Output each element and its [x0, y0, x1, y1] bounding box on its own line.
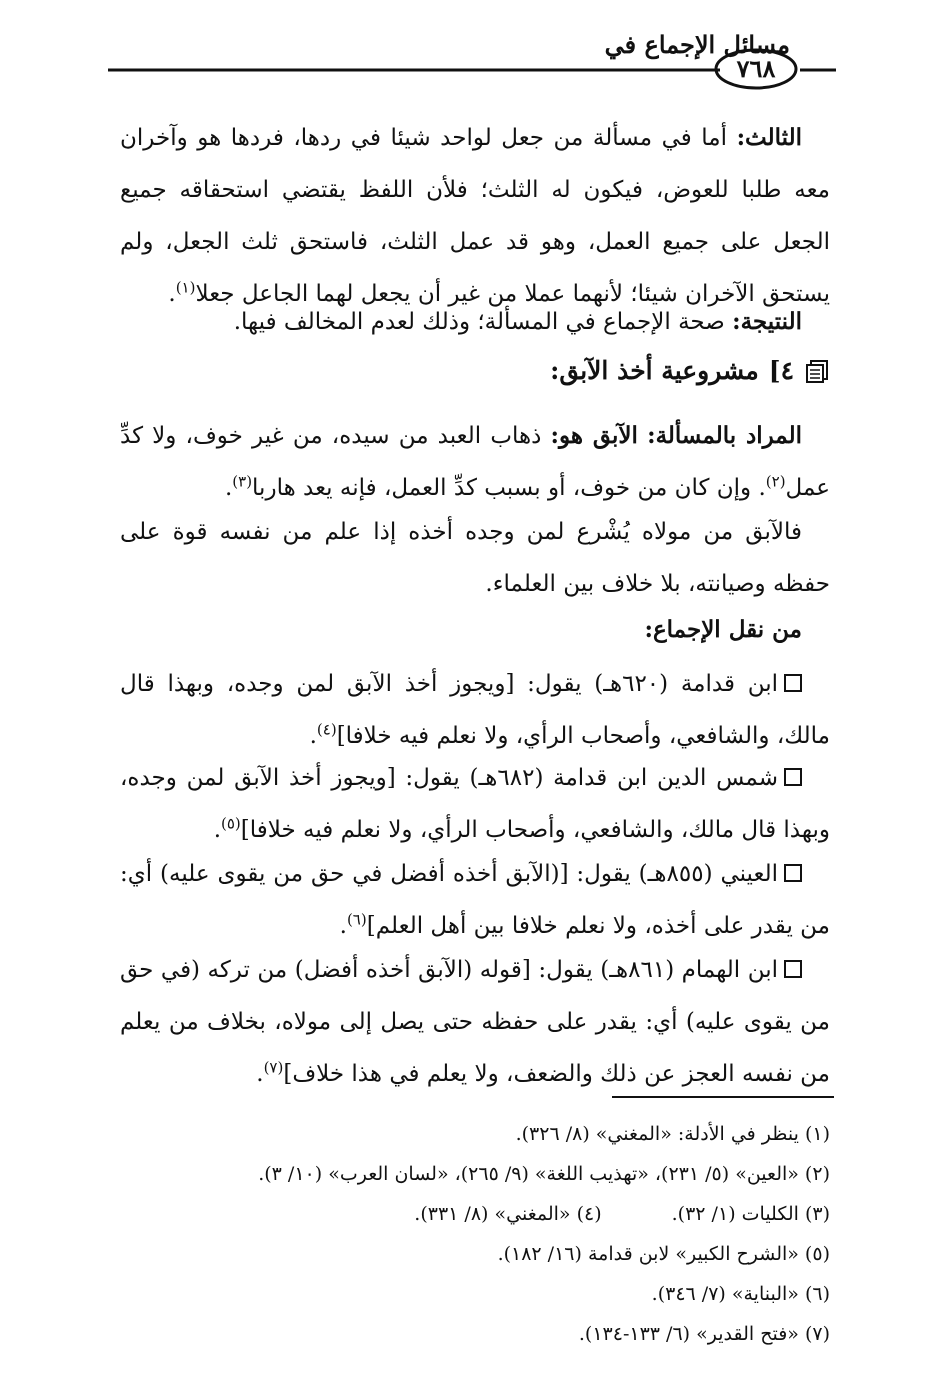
footnote-7: (٧) «فتح القدير» (٦/ ١٣٣-١٣٤). — [578, 1323, 830, 1345]
section-heading — [120, 356, 830, 385]
header-rule-graphic — [0, 0, 950, 110]
section-number: ٤] — [768, 356, 794, 385]
paragraph-ruling: فالآبق من مولاه يُشْرع لمن وجده أخذه إذا علم من نفسه قوة على حفظه وصيانته، بلا خلاف بين العلماء. — [120, 519, 830, 597]
checkbox-icon — [784, 864, 802, 882]
footnote-ref: (٣) — [232, 472, 253, 491]
consensus-quote-1: ابن قدامة (٦٢٠هـ) يقول: [ويجوز أخذ الآبق لمن وجده، وبهذا قال مالك، والشافعي، وأصحاب الرأي، ولا نعلم فيه خلافا]$^{(٤)}$. — [120, 671, 830, 749]
running-title: مسائل الإجماع في — [604, 30, 790, 59]
footnote-separator — [612, 1096, 834, 1098]
section-title: مشروعية أخذ الآبق: — [550, 356, 759, 385]
footnotes — [120, 1114, 830, 1354]
footnote-ref: (٤) — [316, 720, 337, 739]
definition-term: الآبق هو: — [550, 422, 638, 449]
consensus-quote-4: ابن الهمام (٨٦١هـ) يقول: [قوله (الآبق أخذه أفضل) من تركه (في حق من يقوى عليه) أي: يقدر على حفظه حتى يصل إلى مولاه، بخلاف من يعلم من نفسه العجز عن ذلك والضعف، ولا يعلم في هذا خلاف]$^{(٧)}$. — [120, 957, 830, 1087]
checkbox-icon — [784, 768, 802, 786]
footnote-2: (٢) «العين» (٥/ ٢٣١)، «تهذيب اللغة» (٩/ ٢٦٥)، «لسان العرب» (١٠/ ٣). — [258, 1163, 830, 1185]
definition-label: المراد بالمسألة: — [647, 422, 803, 449]
page-number: ٧٦٨ — [736, 54, 776, 83]
footnote-ref: (٢) — [765, 472, 786, 491]
footnote-3: (٣) الكليات (١/ ٣٢). — [671, 1203, 830, 1225]
paragraph-third-opinion: الثالث: أما في مسألة من جعل لواحد شيئا في ردها، فردها هو وآخران معه طلبا للعوض، فيكون له الثلث؛ فلأن اللفظ يقتضي استحقاقه جميع الجعل على جميع العمل، وهو قد عمل الثلث، فاستحق ثلث الجعل، ولم يستحق الآخران شيئا؛ لأنهما عملا من غير أن يجعل لهما الجاعل جعلا$^{(١)}$. — [120, 124, 830, 307]
paragraph-label: الثالث: — [736, 124, 802, 151]
footnote-ref: (٧) — [263, 1058, 284, 1077]
paragraph-label: النتيجة: — [732, 308, 802, 335]
paragraph-result — [120, 296, 830, 348]
footnote-6: (٦) «البناية» (٧/ ٣٤٦). — [651, 1283, 830, 1305]
consensus-heading: من نقل الإجماع: — [644, 616, 802, 643]
footnote-4: (٤) «المغني» (٨/ ٣٣١). — [414, 1203, 602, 1225]
paragraph-text: أما في مسألة من جعل لواحد شيئا في ردها، فردها هو وآخران معه طلبا للعوض، فيكون له الثلث؛ فلأن اللفظ يقتضي استحقاقه جميع الجعل على جميع العمل، وهو قد عمل الثلث، فاستحق ثلث الجعل، ولم يستحق الآخران شيئا؛ لأنهما عملا من غير أن يجعل لهما الجاعل جعلا — [120, 125, 830, 307]
footnote-1: (١) ينظر في الأدلة: «المغني» (٨/ ٣٢٦). — [515, 1123, 830, 1145]
checkbox-icon — [784, 674, 802, 692]
consensus-quote-2: شمس الدين ابن قدامة (٦٨٢هـ) يقول: [ويجوز أخذ الآبق لمن وجده، وبهذا قال مالك، والشافعي، وأصحاب الرأي، ولا نعلم فيه خلافا]$^{(٥)}$. — [120, 765, 830, 843]
footnote-ref: (١) — [175, 278, 196, 297]
paragraph-definition: المراد بالمسألة: الآبق هو: ذهاب العبد من سيده، من غير خوف، ولا كدِّ عمل$^{(٢)}$. وإن كان من خوف، أو بسبب كدِّ العمل، فإنه يعد هاربا$^{(٣)}$. — [120, 422, 830, 501]
footnote-ref: (٦) — [346, 910, 367, 929]
page-header — [0, 0, 950, 110]
copy-pages-icon — [804, 358, 830, 384]
paragraph-text: صحة الإجماع في المسألة؛ وذلك لعدم المخالف فيها. — [233, 309, 733, 335]
checkbox-icon — [784, 960, 802, 978]
footnote-5: (٥) «الشرح الكبير» لابن قدامة (١٦/ ١٨٢). — [497, 1243, 830, 1265]
consensus-quote-3: العيني (٨٥٥هـ) يقول: [(الآبق أخذه أفضل في حق من يقوى عليه) أي: من يقدر على أخذه، ولا نعلم خلافا بين أهل العلم]$^{(٦)}$. — [120, 861, 830, 939]
footnote-ref: (٥) — [221, 814, 241, 833]
